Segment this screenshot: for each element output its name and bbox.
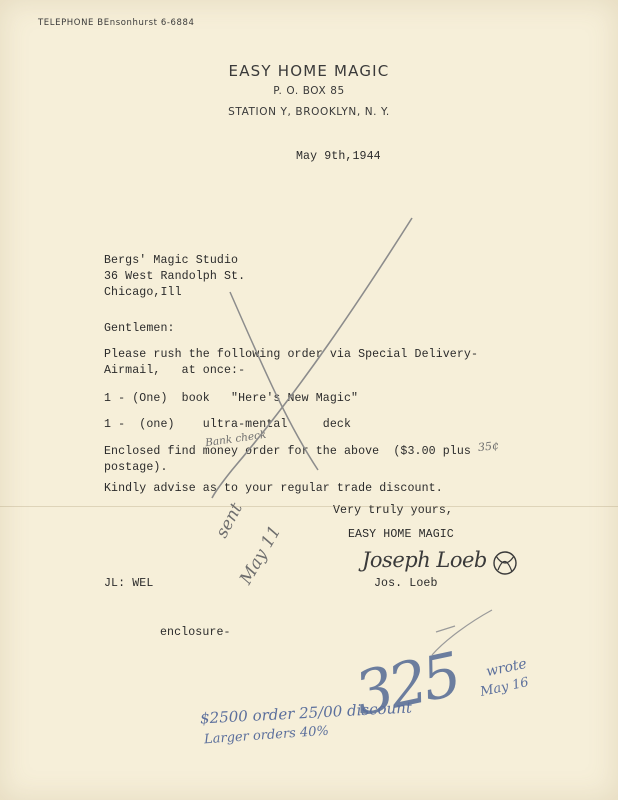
closing: Very truly yours, <box>333 504 453 517</box>
order-discount-note: $2500 order 25/00 discount <box>199 698 413 728</box>
recipient-city: Chicago,Ill <box>104 286 182 299</box>
enclosed-line-1: Enclosed find money order for the above ($3.00 plus <box>104 445 471 458</box>
company-title: EASY HOME MAGIC <box>228 62 390 80</box>
intro-line-2: Airmail, at once:- <box>104 364 246 377</box>
telephone-header: TELEPHONE BEnsonhurst 6-6884 <box>38 18 195 28</box>
signature: Joseph Loeb <box>362 548 487 572</box>
larger-orders-note: Larger orders 40% <box>203 723 330 748</box>
enclosed-line-2: postage). <box>104 461 168 474</box>
postage-amount-note: 35¢ <box>477 438 500 455</box>
letter-date: May 9th,1944 <box>296 150 381 163</box>
order-item-2: 1 - (one) ultra-mental deck <box>104 418 352 431</box>
recipient-street: 36 West Randolph St. <box>104 270 246 283</box>
paper-crease <box>0 506 618 507</box>
typist-initials: JL: WEL <box>104 577 154 590</box>
big-number-note: 325 <box>348 640 464 730</box>
enclosure-note: enclosure- <box>160 626 231 639</box>
intro-line-1: Please rush the following order via Special Delivery- <box>104 348 479 361</box>
station-address: STATION Y, BROOKLYN, N. Y. <box>228 106 390 118</box>
sent-note: sent <box>212 499 247 542</box>
wrote-note: wrote <box>484 655 529 681</box>
tick-stroke-short <box>436 626 455 632</box>
recipient-name: Bergs' Magic Studio <box>104 254 239 267</box>
closing-company: EASY HOME MAGIC <box>348 528 454 541</box>
po-box-line: P. O. BOX 85 <box>273 85 345 97</box>
wrote-date-note: May 16 <box>478 675 531 700</box>
discount-request: Kindly advise as to your regular trade discount. <box>104 482 443 495</box>
bank-check-note: Bank check <box>204 428 268 450</box>
order-item-1: 1 - (One) book "Here's New Magic" <box>104 392 359 405</box>
typed-name: Jos. Loeb <box>374 577 438 590</box>
sent-date-note: May 11 <box>236 522 286 588</box>
salutation: Gentlemen: <box>104 322 175 335</box>
